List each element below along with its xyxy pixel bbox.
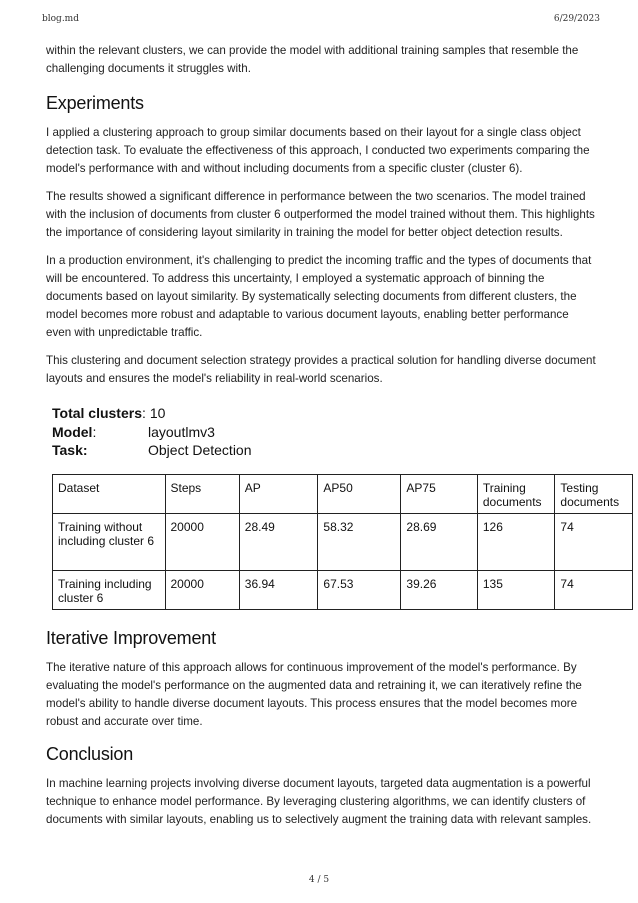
header-filename: blog.md xyxy=(42,14,79,24)
table-header-row xyxy=(53,474,633,513)
table-cell: Training without including cluster 6 xyxy=(53,513,166,570)
experiments-heading: Experiments xyxy=(46,93,144,113)
intro-paragraph: within the relevant clusters, we can provide the model with additional training samples that resemble the challenging documents it struggles with. xyxy=(46,44,579,75)
table-cell: 28.69 xyxy=(401,513,477,570)
table-cell: Training including cluster 6 xyxy=(53,570,166,609)
col-steps: Steps xyxy=(165,474,239,513)
model-value: layoutlmv3 xyxy=(148,423,215,440)
page-number: 4 / 5 xyxy=(308,875,330,885)
conclusion-paragraph: In machine learning projects involving diverse document layouts, targeted data augmentation is a powerful technique to enhance model performance. By leveraging clustering algorithms, we can identify clusters of documents with similar layouts, enabling us to selectively augment the training data with relevant samples. xyxy=(46,776,592,826)
header-date: 6/29/2023 xyxy=(553,14,600,24)
results-table xyxy=(52,474,633,610)
col-ap75: AP75 xyxy=(401,474,477,513)
col-dataset: Dataset xyxy=(53,474,166,513)
total-clusters-row xyxy=(52,404,596,423)
experiments-paragraph-2: The results showed a significant difference in performance between the two scenarios. The model trained with the inclusion of documents from cluster 6 outperformed the model trained without them. This highlights the importance of considering layout similarity in training the model for better object detection results. xyxy=(46,190,595,239)
table-cell: 74 xyxy=(555,570,633,609)
table-cell: 135 xyxy=(477,570,555,609)
table-cell: 36.94 xyxy=(239,570,318,609)
task-value: Object Detection xyxy=(148,442,252,458)
table-cell: 58.32 xyxy=(318,513,401,570)
model-label: Model: xyxy=(52,423,97,440)
iterative-improvement-paragraph: The iterative nature of this approach allows for continuous improvement of the model's performance. By evaluating the model's performance on the augmented data and retraining it, we can iteratively refine the model's ability to handle diverse document layouts. This process ensures that the model becomes more robust and accurate over time. xyxy=(46,660,582,728)
iterative-improvement-heading: Iterative Improvement xyxy=(46,627,216,648)
table-cell: 67.53 xyxy=(318,570,401,609)
experiment-summary xyxy=(52,404,596,460)
total-clusters-value: 10 xyxy=(149,405,166,421)
col-ap: AP xyxy=(239,474,318,513)
table-row xyxy=(53,570,633,609)
table-cell: 28.49 xyxy=(239,513,318,570)
table-row xyxy=(53,513,633,570)
article-body xyxy=(46,42,620,829)
experiments-paragraph-1: I applied a clustering approach to group similar documents based on their layout for a single class object detection task. To evaluate the effectiveness of this approach, I conducted two experiments comparing the model's performance with and without including documents from a specific cluster (cluster 6). xyxy=(46,126,590,175)
total-clusters-label: Total clusters: xyxy=(52,405,146,421)
table-cell: 20000 xyxy=(165,513,239,570)
task-label: Task: xyxy=(52,442,88,458)
col-ap50: AP50 xyxy=(318,474,401,513)
experiments-paragraph-3: In a production environment, it's challenging to predict the incoming traffic and the types of documents that will be encountered. To address this uncertainty, I employed a systematic approach of binning the documents based on layout similarity. By systematically selecting documents from different clusters, the model becomes more robust and adaptable to various document layouts, enabling better performance even with unpredictable traffic. xyxy=(46,254,592,339)
table-cell: 74 xyxy=(555,513,633,570)
table-cell: 20000 xyxy=(165,570,239,609)
table-cell: 126 xyxy=(477,513,555,570)
table-cell: 39.26 xyxy=(401,570,477,609)
task-row xyxy=(52,441,596,460)
col-testing-documents: Testing documents xyxy=(555,474,633,513)
conclusion-heading: Conclusion xyxy=(46,743,134,764)
col-training-documents: Training documents xyxy=(477,474,555,513)
model-row xyxy=(52,423,596,442)
experiments-paragraph-4: This clustering and document selection strategy provides a practical solution for handling diverse document layouts and ensures the model's reliability in real-world scenarios. xyxy=(46,354,596,385)
